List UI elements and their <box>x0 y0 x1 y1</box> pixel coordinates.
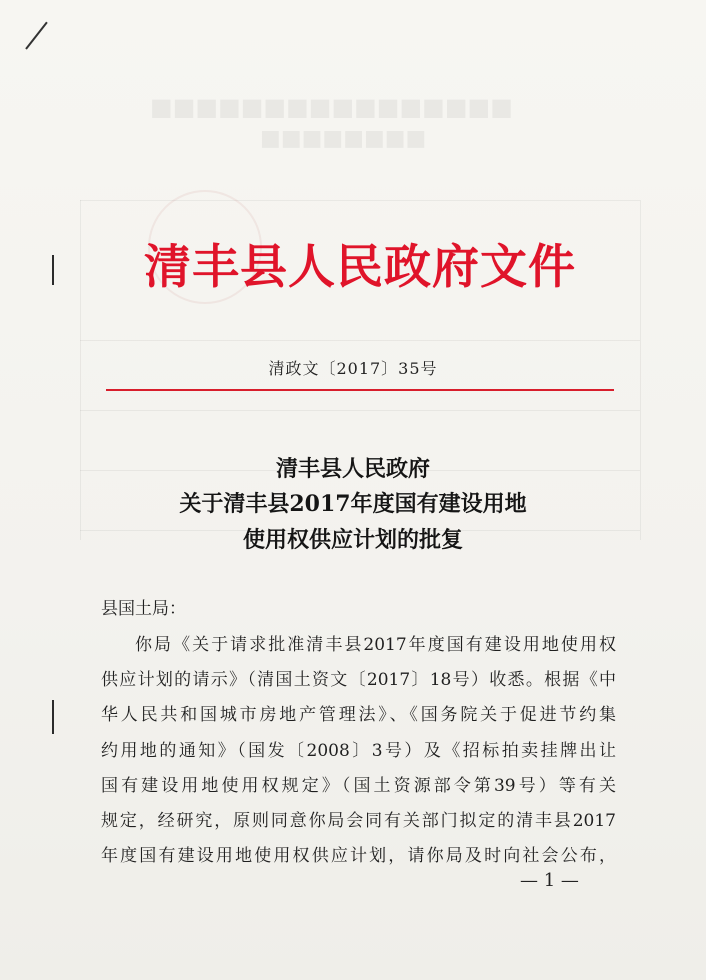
body-line: 供应计划的请示》（清国土资文〔2017〕18号）收悉。根据《中 <box>101 670 616 690</box>
salutation: 县国土局： <box>101 599 186 619</box>
show-through-text: ■■■■■■■■ <box>260 125 427 151</box>
doc-title-line2: 关于清丰县2017年度国有建设用地 <box>179 491 527 517</box>
binding-mark <box>52 255 54 285</box>
show-through-table-line <box>80 200 640 201</box>
body-line: 约用地的通知》（国发〔2008〕3号）及《招标拍卖挂牌出让 <box>101 741 616 761</box>
body-line: 国有建设用地使用权规定》（国土资源部令第39号）等有关 <box>101 776 616 796</box>
show-through-table-line <box>80 340 640 341</box>
issuer-title: 清丰县人民政府文件 <box>144 240 576 295</box>
page-number: — 1 — <box>520 870 579 891</box>
show-through-text: ■■■■■■■■■■■■■■■■ <box>150 92 513 121</box>
show-through-table-line <box>80 410 640 411</box>
document-number: 清政文〔2017〕35号 <box>268 359 438 378</box>
body-line: 华人民共和国城市房地产管理法》、《国务院关于促进节约集 <box>101 705 616 725</box>
body-line: 规定，经研究，原则同意你局会同有关部门拟定的清丰县2017 <box>101 811 616 831</box>
body-line: 你局《关于请求批准清丰县2017年度国有建设用地使用权 <box>135 635 616 655</box>
binding-mark <box>52 700 54 734</box>
body-line: 年度国有建设用地使用权供应计划，请你局及时向社会公布， <box>101 846 616 866</box>
doc-title-line3: 使用权供应计划的批复 <box>242 527 463 553</box>
doc-title-line1: 清丰县人民政府 <box>275 456 430 482</box>
red-separator-line <box>106 389 614 391</box>
pen-stroke-mark <box>25 22 48 50</box>
